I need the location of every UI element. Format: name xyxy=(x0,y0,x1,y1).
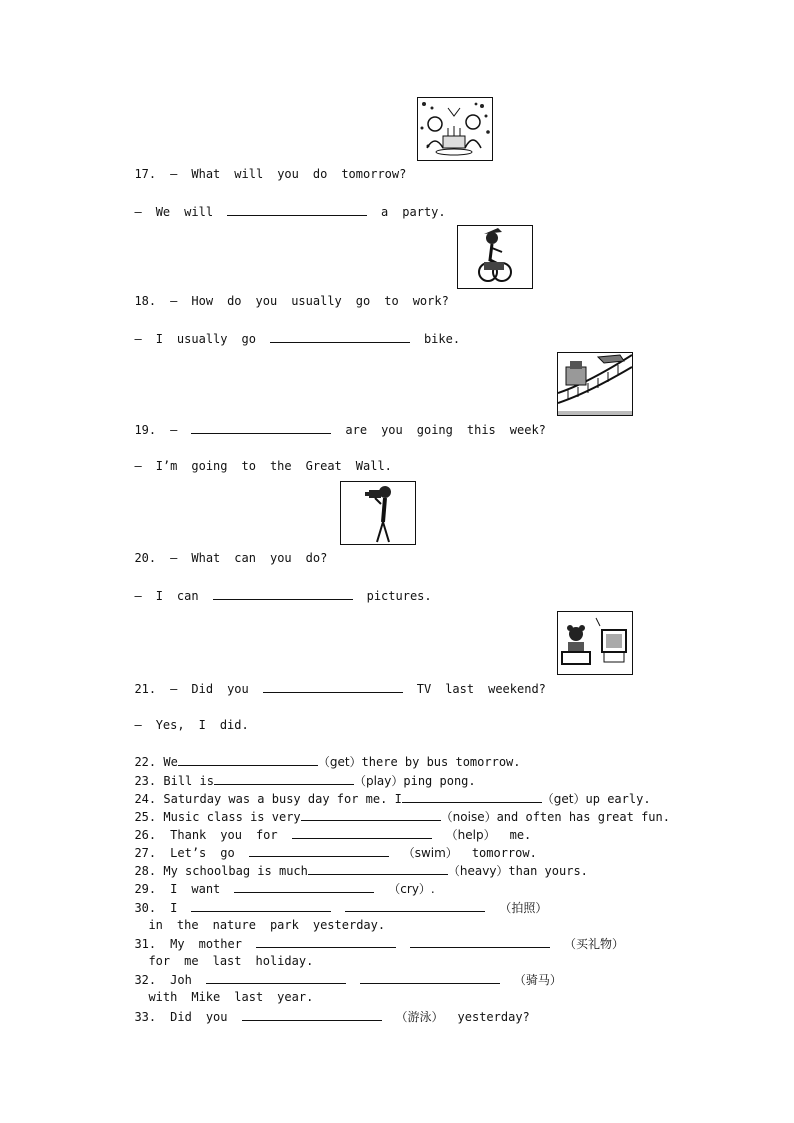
question-17: 17. — What will you do tomorrow? xyxy=(134,167,407,181)
question-19: 19. — are you going this week? xyxy=(134,423,546,437)
camera-person-picture xyxy=(340,481,416,545)
answer-blank[interactable] xyxy=(270,331,410,343)
question-31: 31. My mother （买礼物） xyxy=(134,937,624,951)
question-22: 22. We （get）there by bus tomorrow. xyxy=(134,755,521,769)
question-30: 30. I （拍照） xyxy=(134,901,548,915)
answer-20: — I can pictures. xyxy=(134,589,432,603)
question-26: 26. Thank you for （help） me. xyxy=(134,828,532,842)
question-32-continued: with Mike last year. xyxy=(148,990,314,1004)
question-20: 20. — What can you do? xyxy=(134,551,328,565)
question-28: 28. My schoolbag is much （heavy）than yours. xyxy=(134,864,588,878)
question-23: 23. Bill is （play）ping pong. xyxy=(134,774,476,788)
answer-blank[interactable] xyxy=(213,588,353,600)
answer-17: — We will a party. xyxy=(134,205,446,219)
answer-blank[interactable] xyxy=(227,204,367,216)
answer-19: — I’m going to the Great Wall. xyxy=(134,459,392,473)
answer-blank-2[interactable] xyxy=(360,972,500,984)
birthday-party-picture xyxy=(417,97,493,161)
answer-21: — Yes, I did. xyxy=(134,718,249,732)
great-wall-picture xyxy=(557,352,633,416)
answer-blank[interactable] xyxy=(242,1009,382,1021)
question-30-continued: in the nature park yesterday. xyxy=(148,918,386,932)
tv-watching-picture xyxy=(557,611,633,675)
answer-blank-2[interactable] xyxy=(410,936,550,948)
question-31-continued: for me last holiday. xyxy=(148,954,314,968)
bike-rider-picture xyxy=(457,225,533,289)
question-33: 33. Did you （游泳） yesterday? xyxy=(134,1010,530,1024)
answer-blank[interactable] xyxy=(191,422,331,434)
answer-blank[interactable] xyxy=(263,681,403,693)
question-24: 24. Saturday was a busy day for me. I （get）up early. xyxy=(134,792,651,806)
question-21: 21. — Did you TV last weekend? xyxy=(134,682,546,696)
question-32: 32. Joh （骑马） xyxy=(134,973,562,987)
question-25: 25. Music class is very （noise）and often has great fun. xyxy=(134,810,670,824)
question-27: 27. Let’s go （swim） tomorrow. xyxy=(134,846,537,860)
answer-18: — I usually go bike. xyxy=(134,332,461,346)
question-29: 29. I want （cry）. xyxy=(134,882,435,896)
question-18: 18. — How do you usually go to work? xyxy=(134,294,449,308)
